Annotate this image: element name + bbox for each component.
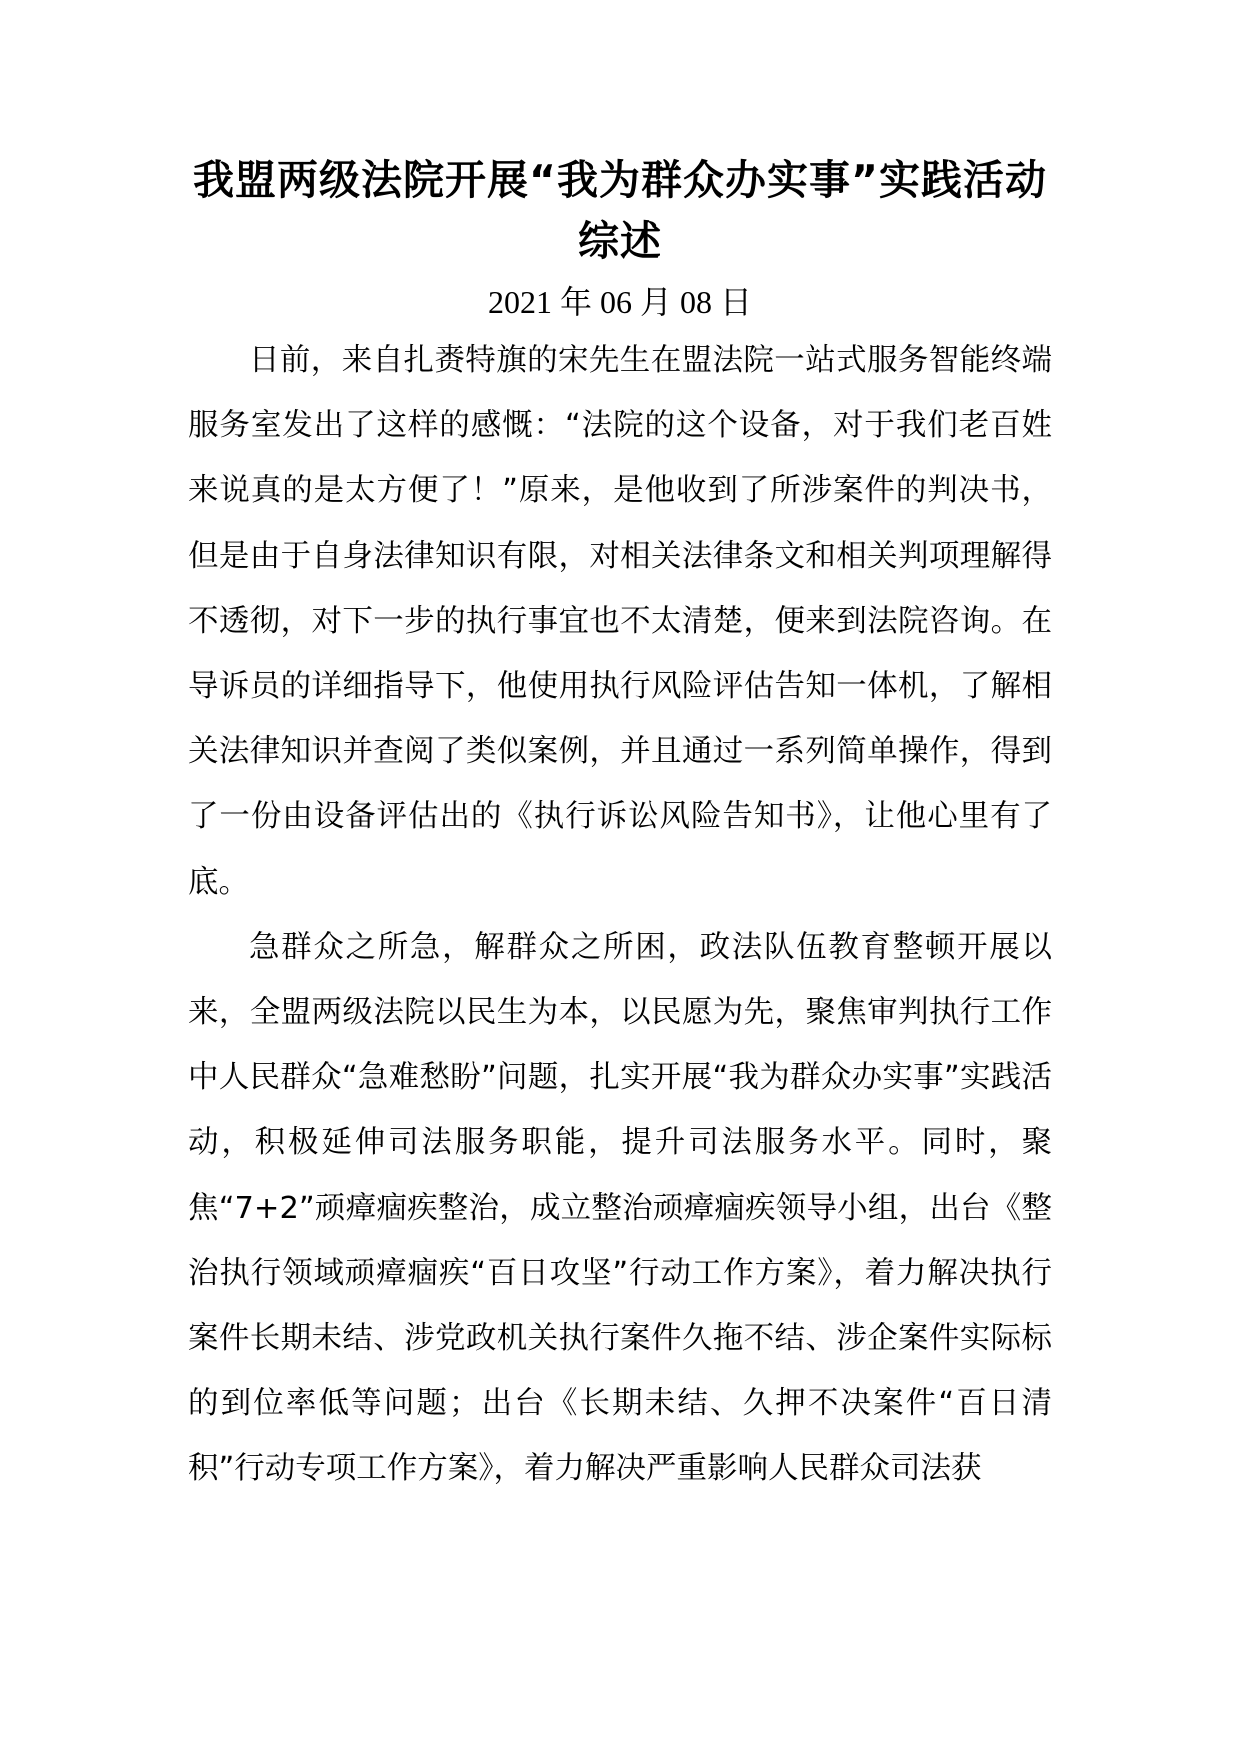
body-paragraph-1: 日前，来自扎赉特旗的宋先生在盟法院一站式服务智能终端服务室发出了这样的感慨：“法院的这个设备，对于我们老百姓来说真的是太方便了！”原来，是他收到了所涉案件的判决书，但是由于自身法律知识有限，对相关法律条文和相关判项理解得不透彻，对下一步的执行事宜也不太清楚，便来到法院咨询。在导诉员的详细指导下，他使用执行风险评估告知一体机，了解相关法律知识并查阅了类似案例，并且通过一系列简单操作，得到了一份由设备评估出的《执行诉讼风险告知书》，让他心里有了底。 — [188, 343, 1052, 900]
publication-date: 2021 年 06 月 08 日 — [487, 284, 752, 320]
document-page — [188, 150, 1052, 1502]
body-paragraph-2: 急群众之所急，解群众之所困，政法队伍教育整顿开展以来，全盟两级法院以民生为本，以民愿为先，聚焦审判执行工作中人民群众“急难愁盼”问题，扎实开展“我为群众办实事”实践活动，积极延伸司法服务职能，提升司法服务水平。同时，聚焦“7+2”顽瘴痼疾整治，成立整治顽瘴痼疾领导小组，出台《整治执行领域顽瘴痼疾“百日攻坚”行动工作方案》，着力解决执行案件长期未结、涉党政机关执行案件久拖不结、涉企案件实际标的到位率低等问题；出台《长期未结、久押不决案件“百日清积”行动专项工作方案》，着力解决严重影响人民群众司法获 — [188, 929, 1052, 1487]
document-title: 我盟两级法院开展“我为群众办实事”实践活动综述 — [193, 156, 1047, 265]
